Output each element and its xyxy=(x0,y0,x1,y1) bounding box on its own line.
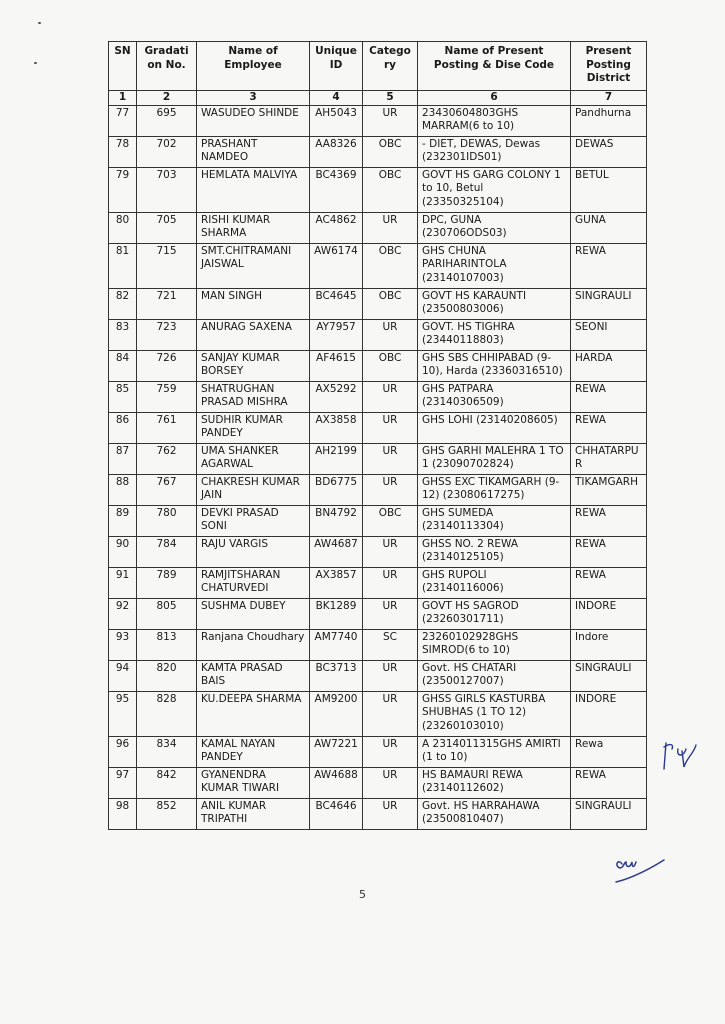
cell-posting: GHS CHUNA PARIHARINTOLA (23140107003) xyxy=(418,243,571,288)
cell-district: REWA xyxy=(571,567,647,598)
cell-employee-name: HEMLATA MALVIYA xyxy=(197,167,310,212)
table-row xyxy=(109,474,647,505)
cell-gradation: 723 xyxy=(137,319,197,350)
cell-category: UR xyxy=(363,105,418,136)
cell-posting: HS BAMAURI REWA (23140112602) xyxy=(418,767,571,798)
cell-unique-id: AH2199 xyxy=(310,443,363,474)
cell-posting: GHSS NO. 2 REWA (23140125105) xyxy=(418,536,571,567)
cell-category: UR xyxy=(363,767,418,798)
table-row xyxy=(109,767,647,798)
cell-gradation: 834 xyxy=(137,736,197,767)
cell-category: OBC xyxy=(363,136,418,167)
cell-gradation: 780 xyxy=(137,505,197,536)
header-posting: Name of Present Posting & Dise Code xyxy=(418,42,571,91)
cell-gradation: 762 xyxy=(137,443,197,474)
cell-posting: 23260102928GHS SIMROD(6 to 10) xyxy=(418,629,571,660)
cell-sn: 77 xyxy=(109,105,137,136)
table-row xyxy=(109,381,647,412)
cell-employee-name: SHATRUGHAN PRASAD MISHRA xyxy=(197,381,310,412)
page-number: 5 xyxy=(359,888,366,901)
cell-sn: 88 xyxy=(109,474,137,505)
table-row xyxy=(109,212,647,243)
cell-unique-id: BC4645 xyxy=(310,288,363,319)
cell-gradation: 784 xyxy=(137,536,197,567)
cell-category: UR xyxy=(363,381,418,412)
scan-speck xyxy=(34,62,37,64)
cell-district: REWA xyxy=(571,243,647,288)
cell-unique-id: AX5292 xyxy=(310,381,363,412)
cell-gradation: 767 xyxy=(137,474,197,505)
cell-gradation: 761 xyxy=(137,412,197,443)
cell-district: SINGRAULI xyxy=(571,660,647,691)
cell-sn: 98 xyxy=(109,798,137,829)
cell-unique-id: AA8326 xyxy=(310,136,363,167)
cell-posting: DPC, GUNA (230706ODS03) xyxy=(418,212,571,243)
cell-posting: GHSS GIRLS KASTURBA SHUBHAS (1 TO 12) (23260103010) xyxy=(418,691,571,736)
cell-employee-name: RISHI KUMAR SHARMA xyxy=(197,212,310,243)
cell-gradation: 726 xyxy=(137,350,197,381)
cell-sn: 91 xyxy=(109,567,137,598)
cell-employee-name: WASUDEO SHINDE xyxy=(197,105,310,136)
cell-district: SINGRAULI xyxy=(571,288,647,319)
cell-unique-id: AX3858 xyxy=(310,412,363,443)
cell-district: Rewa xyxy=(571,736,647,767)
cell-employee-name: Ranjana Choudhary xyxy=(197,629,310,660)
table-row xyxy=(109,136,647,167)
table-row xyxy=(109,412,647,443)
cell-posting: GHS SUMEDA (23140113304) xyxy=(418,505,571,536)
cell-district: DEWAS xyxy=(571,136,647,167)
cell-unique-id: AC4862 xyxy=(310,212,363,243)
cell-unique-id: AX3857 xyxy=(310,567,363,598)
cell-category: OBC xyxy=(363,243,418,288)
cell-posting: GHS GARHI MALEHRA 1 TO 1 (23090702824) xyxy=(418,443,571,474)
header-category: Category xyxy=(363,42,418,91)
cell-gradation: 789 xyxy=(137,567,197,598)
cell-gradation: 721 xyxy=(137,288,197,319)
cell-posting: GOVT. HS TIGHRA (23440118803) xyxy=(418,319,571,350)
cell-category: SC xyxy=(363,629,418,660)
table-row xyxy=(109,660,647,691)
cell-district: Pandhurna xyxy=(571,105,647,136)
cell-sn: 97 xyxy=(109,767,137,798)
cell-gradation: 852 xyxy=(137,798,197,829)
cell-posting: GHSS EXC TIKAMGARH (9-12) (23080617275) xyxy=(418,474,571,505)
cell-employee-name: CHAKRESH KUMAR JAIN xyxy=(197,474,310,505)
table-row xyxy=(109,629,647,660)
cell-district: REWA xyxy=(571,536,647,567)
cell-category: UR xyxy=(363,212,418,243)
cell-district: REWA xyxy=(571,381,647,412)
cell-category: UR xyxy=(363,660,418,691)
column-number: 6 xyxy=(418,91,571,106)
header-row xyxy=(109,42,647,91)
cell-employee-name: MAN SINGH xyxy=(197,288,310,319)
cell-sn: 87 xyxy=(109,443,137,474)
header-name: Name of Employee xyxy=(197,42,310,91)
cell-category: UR xyxy=(363,798,418,829)
cell-district: REWA xyxy=(571,505,647,536)
cell-gradation: 813 xyxy=(137,629,197,660)
header-gradation: Gradation No. xyxy=(137,42,197,91)
cell-employee-name: PRASHANT NAMDEO xyxy=(197,136,310,167)
cell-district: CHHATARPUR xyxy=(571,443,647,474)
cell-sn: 79 xyxy=(109,167,137,212)
cell-district: Indore xyxy=(571,629,647,660)
cell-gradation: 828 xyxy=(137,691,197,736)
column-number: 4 xyxy=(310,91,363,106)
cell-sn: 82 xyxy=(109,288,137,319)
cell-district: REWA xyxy=(571,412,647,443)
table-row xyxy=(109,691,647,736)
cell-sn: 80 xyxy=(109,212,137,243)
cell-posting: Govt. HS CHATARI (23500127007) xyxy=(418,660,571,691)
column-number: 2 xyxy=(137,91,197,106)
cell-category: UR xyxy=(363,319,418,350)
cell-employee-name: KU.DEEPA SHARMA xyxy=(197,691,310,736)
cell-category: UR xyxy=(363,536,418,567)
cell-category: UR xyxy=(363,567,418,598)
cell-sn: 90 xyxy=(109,536,137,567)
cell-district: SEONI xyxy=(571,319,647,350)
handwritten-initials-bottom xyxy=(612,852,668,890)
cell-sn: 78 xyxy=(109,136,137,167)
cell-unique-id: BC4369 xyxy=(310,167,363,212)
cell-category: UR xyxy=(363,598,418,629)
cell-unique-id: AM9200 xyxy=(310,691,363,736)
cell-posting: A 2314011315GHS AMIRTI (1 to 10) xyxy=(418,736,571,767)
cell-category: UR xyxy=(363,474,418,505)
cell-unique-id: AW7221 xyxy=(310,736,363,767)
cell-category: OBC xyxy=(363,505,418,536)
cell-unique-id: AH5043 xyxy=(310,105,363,136)
cell-posting: GOVT HS GARG COLONY 1 to 10, Betul (23350325104) xyxy=(418,167,571,212)
cell-employee-name: ANURAG SAXENA xyxy=(197,319,310,350)
table-row xyxy=(109,243,647,288)
column-number: 5 xyxy=(363,91,418,106)
cell-posting: GOVT HS KARAUNTI (23500803006) xyxy=(418,288,571,319)
cell-employee-name: GYANENDRA KUMAR TIWARI xyxy=(197,767,310,798)
cell-district: INDORE xyxy=(571,691,647,736)
cell-category: OBC xyxy=(363,167,418,212)
table-row xyxy=(109,736,647,767)
employee-roster-table xyxy=(108,41,647,830)
cell-unique-id: BK1289 xyxy=(310,598,363,629)
table-row xyxy=(109,598,647,629)
cell-category: OBC xyxy=(363,350,418,381)
cell-employee-name: SUSHMA DUBEY xyxy=(197,598,310,629)
cell-unique-id: AW4688 xyxy=(310,767,363,798)
cell-sn: 95 xyxy=(109,691,137,736)
cell-district: GUNA xyxy=(571,212,647,243)
cell-employee-name: DEVKI PRASAD SONI xyxy=(197,505,310,536)
cell-posting: - DIET, DEWAS, Dewas (232301IDS01) xyxy=(418,136,571,167)
header-unique-id: Unique ID xyxy=(310,42,363,91)
cell-gradation: 705 xyxy=(137,212,197,243)
cell-sn: 96 xyxy=(109,736,137,767)
cell-unique-id: AY7957 xyxy=(310,319,363,350)
table-row xyxy=(109,443,647,474)
column-number: 3 xyxy=(197,91,310,106)
header-district: Present Posting District xyxy=(571,42,647,91)
cell-sn: 89 xyxy=(109,505,137,536)
column-number: 7 xyxy=(571,91,647,106)
cell-sn: 81 xyxy=(109,243,137,288)
cell-district: REWA xyxy=(571,767,647,798)
cell-posting: Govt. HS HARRAHAWA (23500810407) xyxy=(418,798,571,829)
cell-district: TIKAMGARH xyxy=(571,474,647,505)
column-number-row xyxy=(109,91,647,106)
cell-sn: 94 xyxy=(109,660,137,691)
cell-category: OBC xyxy=(363,288,418,319)
cell-category: UR xyxy=(363,691,418,736)
cell-employee-name: KAMAL NAYAN PANDEY xyxy=(197,736,310,767)
scan-speck xyxy=(38,22,41,24)
cell-employee-name: SUDHIR KUMAR PANDEY xyxy=(197,412,310,443)
cell-gradation: 805 xyxy=(137,598,197,629)
cell-category: UR xyxy=(363,443,418,474)
table-row xyxy=(109,105,647,136)
cell-unique-id: AM7740 xyxy=(310,629,363,660)
cell-employee-name: ANIL KUMAR TRIPATHI xyxy=(197,798,310,829)
handwritten-initials-right xyxy=(660,735,700,775)
cell-gradation: 820 xyxy=(137,660,197,691)
cell-sn: 92 xyxy=(109,598,137,629)
table-row xyxy=(109,319,647,350)
cell-posting: 23430604803GHS MARRAM(6 to 10) xyxy=(418,105,571,136)
table-row xyxy=(109,167,647,212)
cell-category: UR xyxy=(363,736,418,767)
cell-posting: GHS LOHI (23140208605) xyxy=(418,412,571,443)
cell-unique-id: BN4792 xyxy=(310,505,363,536)
cell-employee-name: RAJU VARGIS xyxy=(197,536,310,567)
cell-sn: 85 xyxy=(109,381,137,412)
cell-posting: GOVT HS SAGROD (23260301711) xyxy=(418,598,571,629)
table-row xyxy=(109,350,647,381)
cell-district: BETUL xyxy=(571,167,647,212)
cell-gradation: 759 xyxy=(137,381,197,412)
table-row xyxy=(109,505,647,536)
header-sn: SN xyxy=(109,42,137,91)
cell-district: SINGRAULI xyxy=(571,798,647,829)
cell-unique-id: AF4615 xyxy=(310,350,363,381)
cell-district: INDORE xyxy=(571,598,647,629)
cell-employee-name: SMT.CHITRAMANI JAISWAL xyxy=(197,243,310,288)
cell-gradation: 842 xyxy=(137,767,197,798)
cell-unique-id: AW6174 xyxy=(310,243,363,288)
cell-employee-name: KAMTA PRASAD BAIS xyxy=(197,660,310,691)
cell-gradation: 695 xyxy=(137,105,197,136)
table-row xyxy=(109,798,647,829)
cell-gradation: 703 xyxy=(137,167,197,212)
cell-posting: GHS PATPARA (23140306509) xyxy=(418,381,571,412)
cell-district: HARDA xyxy=(571,350,647,381)
roster-body xyxy=(109,105,647,829)
table-row xyxy=(109,536,647,567)
table-row xyxy=(109,567,647,598)
cell-unique-id: BC4646 xyxy=(310,798,363,829)
cell-unique-id: BC3713 xyxy=(310,660,363,691)
cell-gradation: 715 xyxy=(137,243,197,288)
cell-employee-name: UMA SHANKER AGARWAL xyxy=(197,443,310,474)
cell-sn: 86 xyxy=(109,412,137,443)
cell-employee-name: SANJAY KUMAR BORSEY xyxy=(197,350,310,381)
cell-category: UR xyxy=(363,412,418,443)
cell-posting: GHS RUPOLI (23140116006) xyxy=(418,567,571,598)
cell-sn: 93 xyxy=(109,629,137,660)
cell-unique-id: AW4687 xyxy=(310,536,363,567)
cell-unique-id: BD6775 xyxy=(310,474,363,505)
table-row xyxy=(109,288,647,319)
cell-employee-name: RAMJITSHARAN CHATURVEDI xyxy=(197,567,310,598)
cell-gradation: 702 xyxy=(137,136,197,167)
cell-sn: 83 xyxy=(109,319,137,350)
column-number: 1 xyxy=(109,91,137,106)
cell-sn: 84 xyxy=(109,350,137,381)
cell-posting: GHS SBS CHHIPABAD (9-10), Harda (23360316510) xyxy=(418,350,571,381)
